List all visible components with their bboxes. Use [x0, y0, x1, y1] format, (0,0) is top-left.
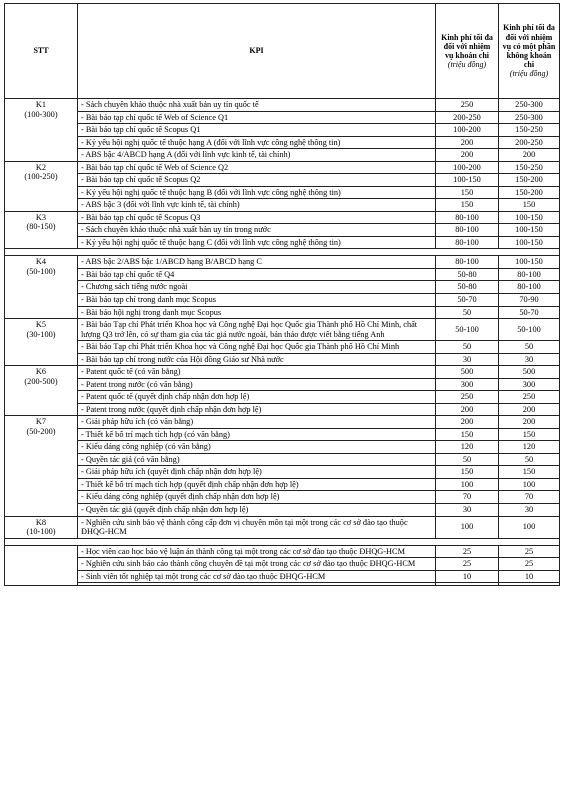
stt-cell: K5 (30-100) [5, 319, 78, 366]
budget-lump-sum-cell: 250 [436, 99, 499, 112]
budget-partial-cell: 120 [499, 441, 560, 454]
budget-partial-cell: 70 [499, 491, 560, 504]
kpi-funding-table [4, 3, 560, 586]
stt-cell: K3 (80-150) [5, 211, 78, 249]
table-row [5, 353, 560, 366]
budget-lump-sum-cell: 50-70 [436, 293, 499, 306]
kpi-cell: - Kiểu dáng công nghiệp (có văn bằng) [78, 441, 436, 454]
kpi-cell: - Giải pháp hữu ích (có văn bằng) [78, 416, 436, 429]
kpi-cell: - Sách chuyên khảo thuộc nhà xuất bản uy tín quốc tế [78, 99, 436, 112]
budget-lump-sum-cell: 100 [436, 478, 499, 491]
table-row [5, 516, 560, 538]
kpi-cell: - Bài báo tạp chí quốc tế Web of Science Q2 [78, 161, 436, 174]
budget-lump-sum-cell: 70 [436, 491, 499, 504]
budget-lump-sum-cell [436, 583, 499, 586]
kpi-cell [78, 583, 436, 586]
budget-lump-sum-cell: 300 [436, 378, 499, 391]
budget-lump-sum-cell: 80-100 [436, 224, 499, 237]
budget-lump-sum-cell: 120 [436, 441, 499, 454]
budget-partial-cell: 100-150 [499, 256, 560, 269]
budget-lump-sum-cell: 30 [436, 504, 499, 517]
document-page [4, 3, 559, 789]
kpi-cell: - Patent trong nước (có văn bằng) [78, 378, 436, 391]
budget-partial-cell: 30 [499, 353, 560, 366]
kpi-cell: - Bài báo hội nghị trong danh mục Scopus [78, 306, 436, 319]
kpi-cell: - Kỷ yếu hội nghị quốc tế thuộc hạng C (đối với lĩnh vực công nghệ thông tin) [78, 236, 436, 249]
table-row [5, 111, 560, 124]
kpi-cell: - ABS bậc 3 (đối với lĩnh vực kinh tế, tài chính) [78, 199, 436, 212]
budget-partial-cell: 150 [499, 428, 560, 441]
kpi-cell: - Patent trong nước (quyết định chấp nhận đơn hợp lệ) [78, 403, 436, 416]
kpi-cell: - Bài báo tạp chí quốc tế Web of Science Q1 [78, 111, 436, 124]
budget-partial-cell: 50 [499, 341, 560, 354]
budget-partial-cell: 150-200 [499, 174, 560, 187]
budget-lump-sum-cell: 200 [436, 136, 499, 149]
budget-lump-sum-cell: 150 [436, 428, 499, 441]
table-row [5, 99, 560, 112]
table-row [5, 211, 560, 224]
header-stt: STT [5, 4, 78, 99]
stt-cell: K1 (100-300) [5, 99, 78, 162]
kpi-cell: - Bài báo tạp chí quốc tế Scopus Q2 [78, 174, 436, 187]
separator-cell [5, 249, 560, 256]
budget-lump-sum-cell: 100-150 [436, 174, 499, 187]
table-row [5, 583, 560, 586]
kpi-cell: - Bài báo tạp chí trong danh mục Scopus [78, 293, 436, 306]
kpi-cell: - Quyền tác giả (quyết định chấp nhận đơn hợp lệ) [78, 504, 436, 517]
stt-cell: K4 (50-100) [5, 256, 78, 319]
budget-lump-sum-cell: 100 [436, 516, 499, 538]
kpi-cell: - Bài báo tạp chí quốc tế Q4 [78, 268, 436, 281]
header-budget-lump-sum-label: Kinh phí tối đa đối với nhiệm vụ khoán chi [441, 32, 493, 60]
budget-partial-cell: 150-250 [499, 161, 560, 174]
kpi-cell: - Học viên cao học bảo vệ luận án thành công tại một trong các cơ sở đào tạo thuộc ĐHQG-HCM [78, 545, 436, 558]
table-row [5, 268, 560, 281]
kpi-cell: - Bài báo Tạp chí Phát triển Khoa học và Công nghệ Đại học Quốc gia Thành phố Hồ Chí Minh, chất lượng Q3 trở lên, có sự tham gia của tác giả nước ngoài, bản thảo được viết bằng tiếng Anh [78, 319, 436, 341]
kpi-cell: - Kiểu dáng công nghiệp (quyết định chấp nhận đơn hợp lệ) [78, 491, 436, 504]
budget-partial-cell: 250-300 [499, 111, 560, 124]
budget-partial-cell: 100-150 [499, 224, 560, 237]
table-row [5, 403, 560, 416]
stt-cell: K7 (50-200) [5, 416, 78, 516]
table-row [5, 416, 560, 429]
budget-partial-cell: 300 [499, 378, 560, 391]
budget-partial-cell [499, 583, 560, 586]
kpi-cell: - Kỷ yếu hội nghị quốc tế thuộc hạng B (đối với lĩnh vực công nghệ thông tin) [78, 186, 436, 199]
table-row [5, 453, 560, 466]
kpi-cell: - Thiết kế bố trí mạch tích hợp (có văn bằng) [78, 428, 436, 441]
header-budget-partial-unit: (triệu đồng) [509, 69, 549, 79]
budget-lump-sum-cell: 150 [436, 186, 499, 199]
table-row [5, 281, 560, 294]
header-budget-lump-sum-unit: (triệu đồng) [447, 60, 487, 70]
budget-partial-cell: 50-100 [499, 319, 560, 341]
table-row [5, 236, 560, 249]
header-budget-partial [499, 4, 560, 99]
kpi-cell: - Bài báo tạp chí trong nước của Hội đồng Giáo sư Nhà nước [78, 353, 436, 366]
budget-lump-sum-cell: 150 [436, 199, 499, 212]
kpi-cell: - Quyền tác giả (có văn bằng) [78, 453, 436, 466]
table-row [5, 441, 560, 454]
kpi-cell: - Sinh viên tốt nghiệp tại một trong các cơ sở đào tạo thuộc ĐHQG-HCM [78, 570, 436, 583]
table-body [5, 99, 560, 586]
kpi-cell: - Nghiên cứu sinh bảo vệ thành công cấp đơn vị chuyên môn tại một trong các cơ sở đào tạo thuộc ĐHQG-HCM [78, 516, 436, 538]
budget-partial-cell: 100-150 [499, 236, 560, 249]
table-row [5, 504, 560, 517]
budget-partial-cell: 100 [499, 478, 560, 491]
kpi-cell: - Nghiên cứu sinh báo cáo thành công chuyên đề tại một trong các cơ sở đào tạo thuộc ĐHQG-HCM [78, 558, 436, 571]
table-row [5, 256, 560, 269]
table-row [5, 391, 560, 404]
budget-partial-cell: 250-300 [499, 99, 560, 112]
budget-lump-sum-cell: 30 [436, 353, 499, 366]
kpi-cell: - Thiết kế bố trí mạch tích hợp (quyết định chấp nhận đơn hợp lệ) [78, 478, 436, 491]
budget-lump-sum-cell: 50-80 [436, 281, 499, 294]
table-row [5, 491, 560, 504]
kpi-cell: - ABS bậc 4/ABCD hạng A (đối với lĩnh vực kinh tế, tài chính) [78, 149, 436, 162]
kpi-cell: - Kỷ yếu hội nghị quốc tế thuộc hạng A (đối với lĩnh vực công nghệ thông tin) [78, 136, 436, 149]
kpi-cell: - Giải pháp hữu ích (quyết định chấp nhận đơn hợp lệ) [78, 466, 436, 479]
table-header-row [5, 4, 560, 99]
budget-partial-cell: 200 [499, 403, 560, 416]
budget-lump-sum-cell: 50 [436, 341, 499, 354]
separator-row [5, 538, 560, 545]
budget-partial-cell: 150-200 [499, 186, 560, 199]
budget-lump-sum-cell: 50 [436, 453, 499, 466]
kpi-cell: - Bài báo Tạp chí Phát triển Khoa học và Công nghệ Đại học Quốc gia Thành phố Hồ Chí Minh [78, 341, 436, 354]
budget-partial-cell: 200-250 [499, 136, 560, 149]
budget-lump-sum-cell: 100-200 [436, 161, 499, 174]
header-kpi: KPI [78, 4, 436, 99]
budget-partial-cell: 100 [499, 516, 560, 538]
table-row [5, 174, 560, 187]
budget-partial-cell: 50 [499, 453, 560, 466]
budget-partial-cell: 10 [499, 570, 560, 583]
budget-lump-sum-cell: 25 [436, 545, 499, 558]
table-row [5, 149, 560, 162]
budget-lump-sum-cell: 150 [436, 466, 499, 479]
table-row [5, 224, 560, 237]
table-row [5, 366, 560, 379]
table-row [5, 428, 560, 441]
budget-partial-cell: 500 [499, 366, 560, 379]
budget-partial-cell: 25 [499, 558, 560, 571]
budget-partial-cell: 25 [499, 545, 560, 558]
table-row [5, 478, 560, 491]
table-row [5, 136, 560, 149]
budget-lump-sum-cell: 80-100 [436, 211, 499, 224]
kpi-cell: - Bài báo tạp chí quốc tế Scopus Q1 [78, 124, 436, 137]
budget-partial-cell: 150 [499, 466, 560, 479]
budget-lump-sum-cell: 25 [436, 558, 499, 571]
budget-partial-cell: 50-70 [499, 306, 560, 319]
header-budget-lump-sum [436, 4, 499, 99]
budget-lump-sum-cell: 80-100 [436, 256, 499, 269]
budget-partial-cell: 200 [499, 416, 560, 429]
budget-lump-sum-cell: 50-100 [436, 319, 499, 341]
budget-partial-cell: 200 [499, 149, 560, 162]
budget-lump-sum-cell: 200 [436, 149, 499, 162]
kpi-cell: - Patent quốc tế (có văn bằng) [78, 366, 436, 379]
stt-cell: K8 (10-100) [5, 516, 78, 538]
budget-partial-cell: 80-100 [499, 268, 560, 281]
budget-lump-sum-cell: 200 [436, 416, 499, 429]
budget-partial-cell: 250 [499, 391, 560, 404]
table-row [5, 306, 560, 319]
budget-lump-sum-cell: 200-250 [436, 111, 499, 124]
stt-cell [5, 545, 78, 586]
table-row [5, 319, 560, 341]
separator-cell [5, 538, 560, 545]
kpi-cell: - Chương sách tiếng nước ngoài [78, 281, 436, 294]
table-row [5, 570, 560, 583]
budget-lump-sum-cell: 250 [436, 391, 499, 404]
budget-lump-sum-cell: 50-80 [436, 268, 499, 281]
kpi-cell: - Sách chuyên khảo thuộc nhà xuất bản uy tín trong nước [78, 224, 436, 237]
table-row [5, 124, 560, 137]
stt-cell: K2 (100-250) [5, 161, 78, 211]
table-row [5, 466, 560, 479]
budget-lump-sum-cell: 100-200 [436, 124, 499, 137]
table-row [5, 199, 560, 212]
table-row [5, 341, 560, 354]
budget-partial-cell: 70-90 [499, 293, 560, 306]
table-row [5, 161, 560, 174]
separator-row [5, 249, 560, 256]
table-row [5, 545, 560, 558]
kpi-cell: - ABS bậc 2/ABS bậc 1/ABCD hạng B/ABCD hạng C [78, 256, 436, 269]
budget-partial-cell: 30 [499, 504, 560, 517]
budget-partial-cell: 100-150 [499, 211, 560, 224]
budget-lump-sum-cell: 10 [436, 570, 499, 583]
header-budget-partial-label: Kinh phí tối đa đối với nhiệm vụ có một phần không khoán chi [502, 23, 556, 70]
budget-lump-sum-cell: 50 [436, 306, 499, 319]
kpi-cell: - Bài báo tạp chí quốc tế Scopus Q3 [78, 211, 436, 224]
budget-lump-sum-cell: 200 [436, 403, 499, 416]
kpi-cell: - Patent quốc tế (quyết định chấp nhận đơn hợp lệ) [78, 391, 436, 404]
stt-cell: K6 (200-500) [5, 366, 78, 416]
budget-lump-sum-cell: 500 [436, 366, 499, 379]
budget-partial-cell: 150-250 [499, 124, 560, 137]
budget-partial-cell: 150 [499, 199, 560, 212]
table-row [5, 186, 560, 199]
table-row [5, 293, 560, 306]
table-row [5, 378, 560, 391]
budget-partial-cell: 80-100 [499, 281, 560, 294]
table-row [5, 558, 560, 571]
budget-lump-sum-cell: 80-100 [436, 236, 499, 249]
